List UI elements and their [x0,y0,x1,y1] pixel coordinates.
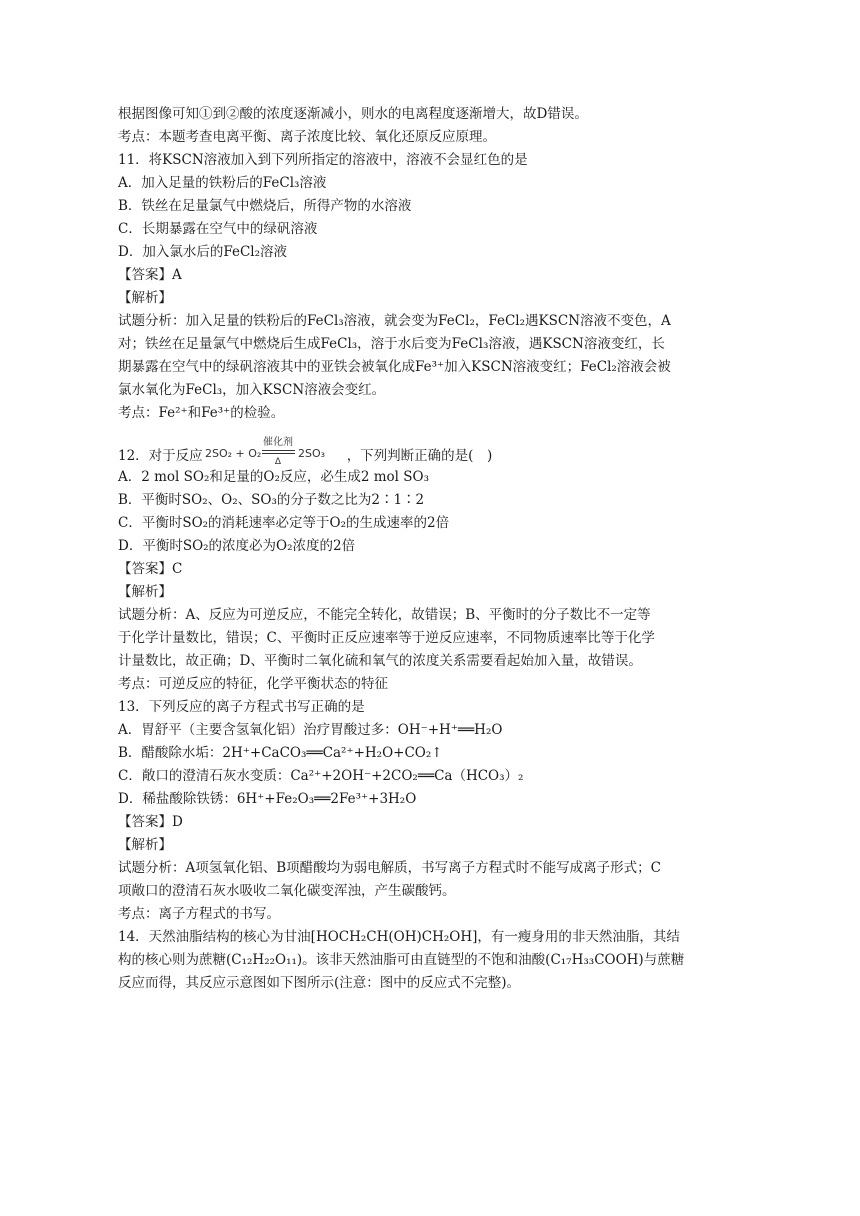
analysis-text: 项敞口的澄清石灰水吸收二氧化碳变浑浊，产生碳酸钙。 [118,883,456,899]
analysis-text: 试题分析：A、反应为可逆反应，不能完全转化，故错误；B、平衡时的分子数比不一定等 [118,607,651,623]
question-14-stem: 反应而得，其反应示意图如下图所示(注意：图中的反应式不完整)。 [118,975,521,991]
analysis-label: 【解析】 [118,584,172,600]
equation-catalyst: 催化剂 [262,437,293,448]
analysis-label: 【解析】 [118,837,172,853]
option-a: A．胃舒平（主要含氢氧化铝）治疗胃酸过多：OH⁻+H⁺══H₂O [118,722,503,738]
answer-label: 【答案】A [118,267,182,283]
equation-product: 2SO₃ [297,447,325,460]
question-13-stem: 13．下列反应的离子方程式书写正确的是 [118,699,365,715]
question-12-suffix: ，下列判断正确的是( ) [346,448,493,464]
option-b: B．平衡时SO₂、O₂、SO₃的分子数之比为2∶1∶2 [118,492,425,508]
option-b: B．铁丝在足量氯气中燃烧后，所得产物的水溶液 [118,198,412,214]
analysis-text: 试题分析：加入足量的铁粉后的FeCl₃溶液，就会变为FeCl₂，FeCl₂遇KSCN溶液不变色，A [118,313,671,329]
analysis-text: 计量数比，故正确；D、平衡时二氧化硫和氧气的浓度关系需要看起始加入量，故错误。 [118,653,642,669]
text-line: 考点：本题考查电离平衡、离子浓度比较、氧化还原反应原理。 [118,129,496,145]
answer-label: 【答案】D [118,814,183,830]
option-a: A．2 mol SO₂和足量的O₂反应，必生成2 mol SO₃ [118,469,430,485]
key-point: 考点：离子方程式的书写。 [118,906,280,922]
option-c: C．长期暴露在空气中的绿矾溶液 [118,221,318,237]
analysis-text: 氯水氧化为FeCl₃，加入KSCN溶液会变红。 [118,382,386,398]
option-d: D．加入氯水后的FeCl₂溶液 [118,244,288,260]
option-d: D．稀盐酸除铁锈：6H⁺+Fe₂O₃══2Fe³⁺+3H₂O [118,791,417,807]
analysis-text: 对；铁丝在足量氯气中燃烧后生成FeCl₃，溶于水后变为FeCl₃溶液，遇KSCN溶液变红，长 [118,336,665,352]
option-c: C．平衡时SO₂的消耗速率必定等于O₂的生成速率的2倍 [118,515,450,531]
option-b: B．醋酸除水垢：2H⁺+CaCO₃══Ca²⁺+H₂O+CO₂↑ [118,745,443,761]
key-point: 考点：可逆反应的特征，化学平衡状态的特征 [118,676,388,692]
key-point: 考点：Fe²⁺和Fe³⁺的检验。 [118,405,285,421]
answer-label: 【答案】C [118,561,183,577]
option-d: D．平衡时SO₂的浓度必为O₂浓度的2倍 [118,538,356,554]
equation-reactants: 2SO₂ + O₂ [204,447,262,460]
equation-condition: Δ [274,457,281,466]
analysis-text: 于化学计量数比，错误；C、平衡时正反应速率等于逆反应速率，不同物质速率比等于化学 [118,630,655,646]
text-line: 根据图像可知①到②酸的浓度逐渐减小，则水的电离程度逐渐增大，故D错误。 [118,106,588,122]
question-14-stem: 14．天然油脂结构的核心为甘油[HOCH₂CH(OH)CH₂OH]，有一瘦身用的非天然油脂，其结 [118,929,680,945]
question-12-prefix: 12．对于反应 [118,448,203,464]
analysis-text: 期暴露在空气中的绿矾溶液其中的亚铁会被氧化成Fe³⁺加入KSCN溶液变红；FeCl₂溶液会被 [118,359,671,375]
analysis-text: 试题分析：A项氢氧化铝、B项醋酸均为弱电解质，书写离子方程式时不能写成离子形式；C [118,860,661,876]
question-11-stem: 11．将KSCN溶液加入到下列所指定的溶液中，溶液不会显红色的是 [118,152,528,168]
question-14-stem: 构的核心则为蔗糖(C₁₂H₂₂O₁₁)。该非天然油脂可由直链型的不饱和油酸(C₁₇H₃₃COOH)与蔗糖 [118,952,685,968]
option-a: A．加入足量的铁粉后的FeCl₃溶液 [118,175,327,191]
analysis-label: 【解析】 [118,290,172,306]
option-c: C．敞口的澄清石灰水变质：Ca²⁺+2OH⁻+2CO₂══Ca（HCO₃）₂ [118,768,524,784]
